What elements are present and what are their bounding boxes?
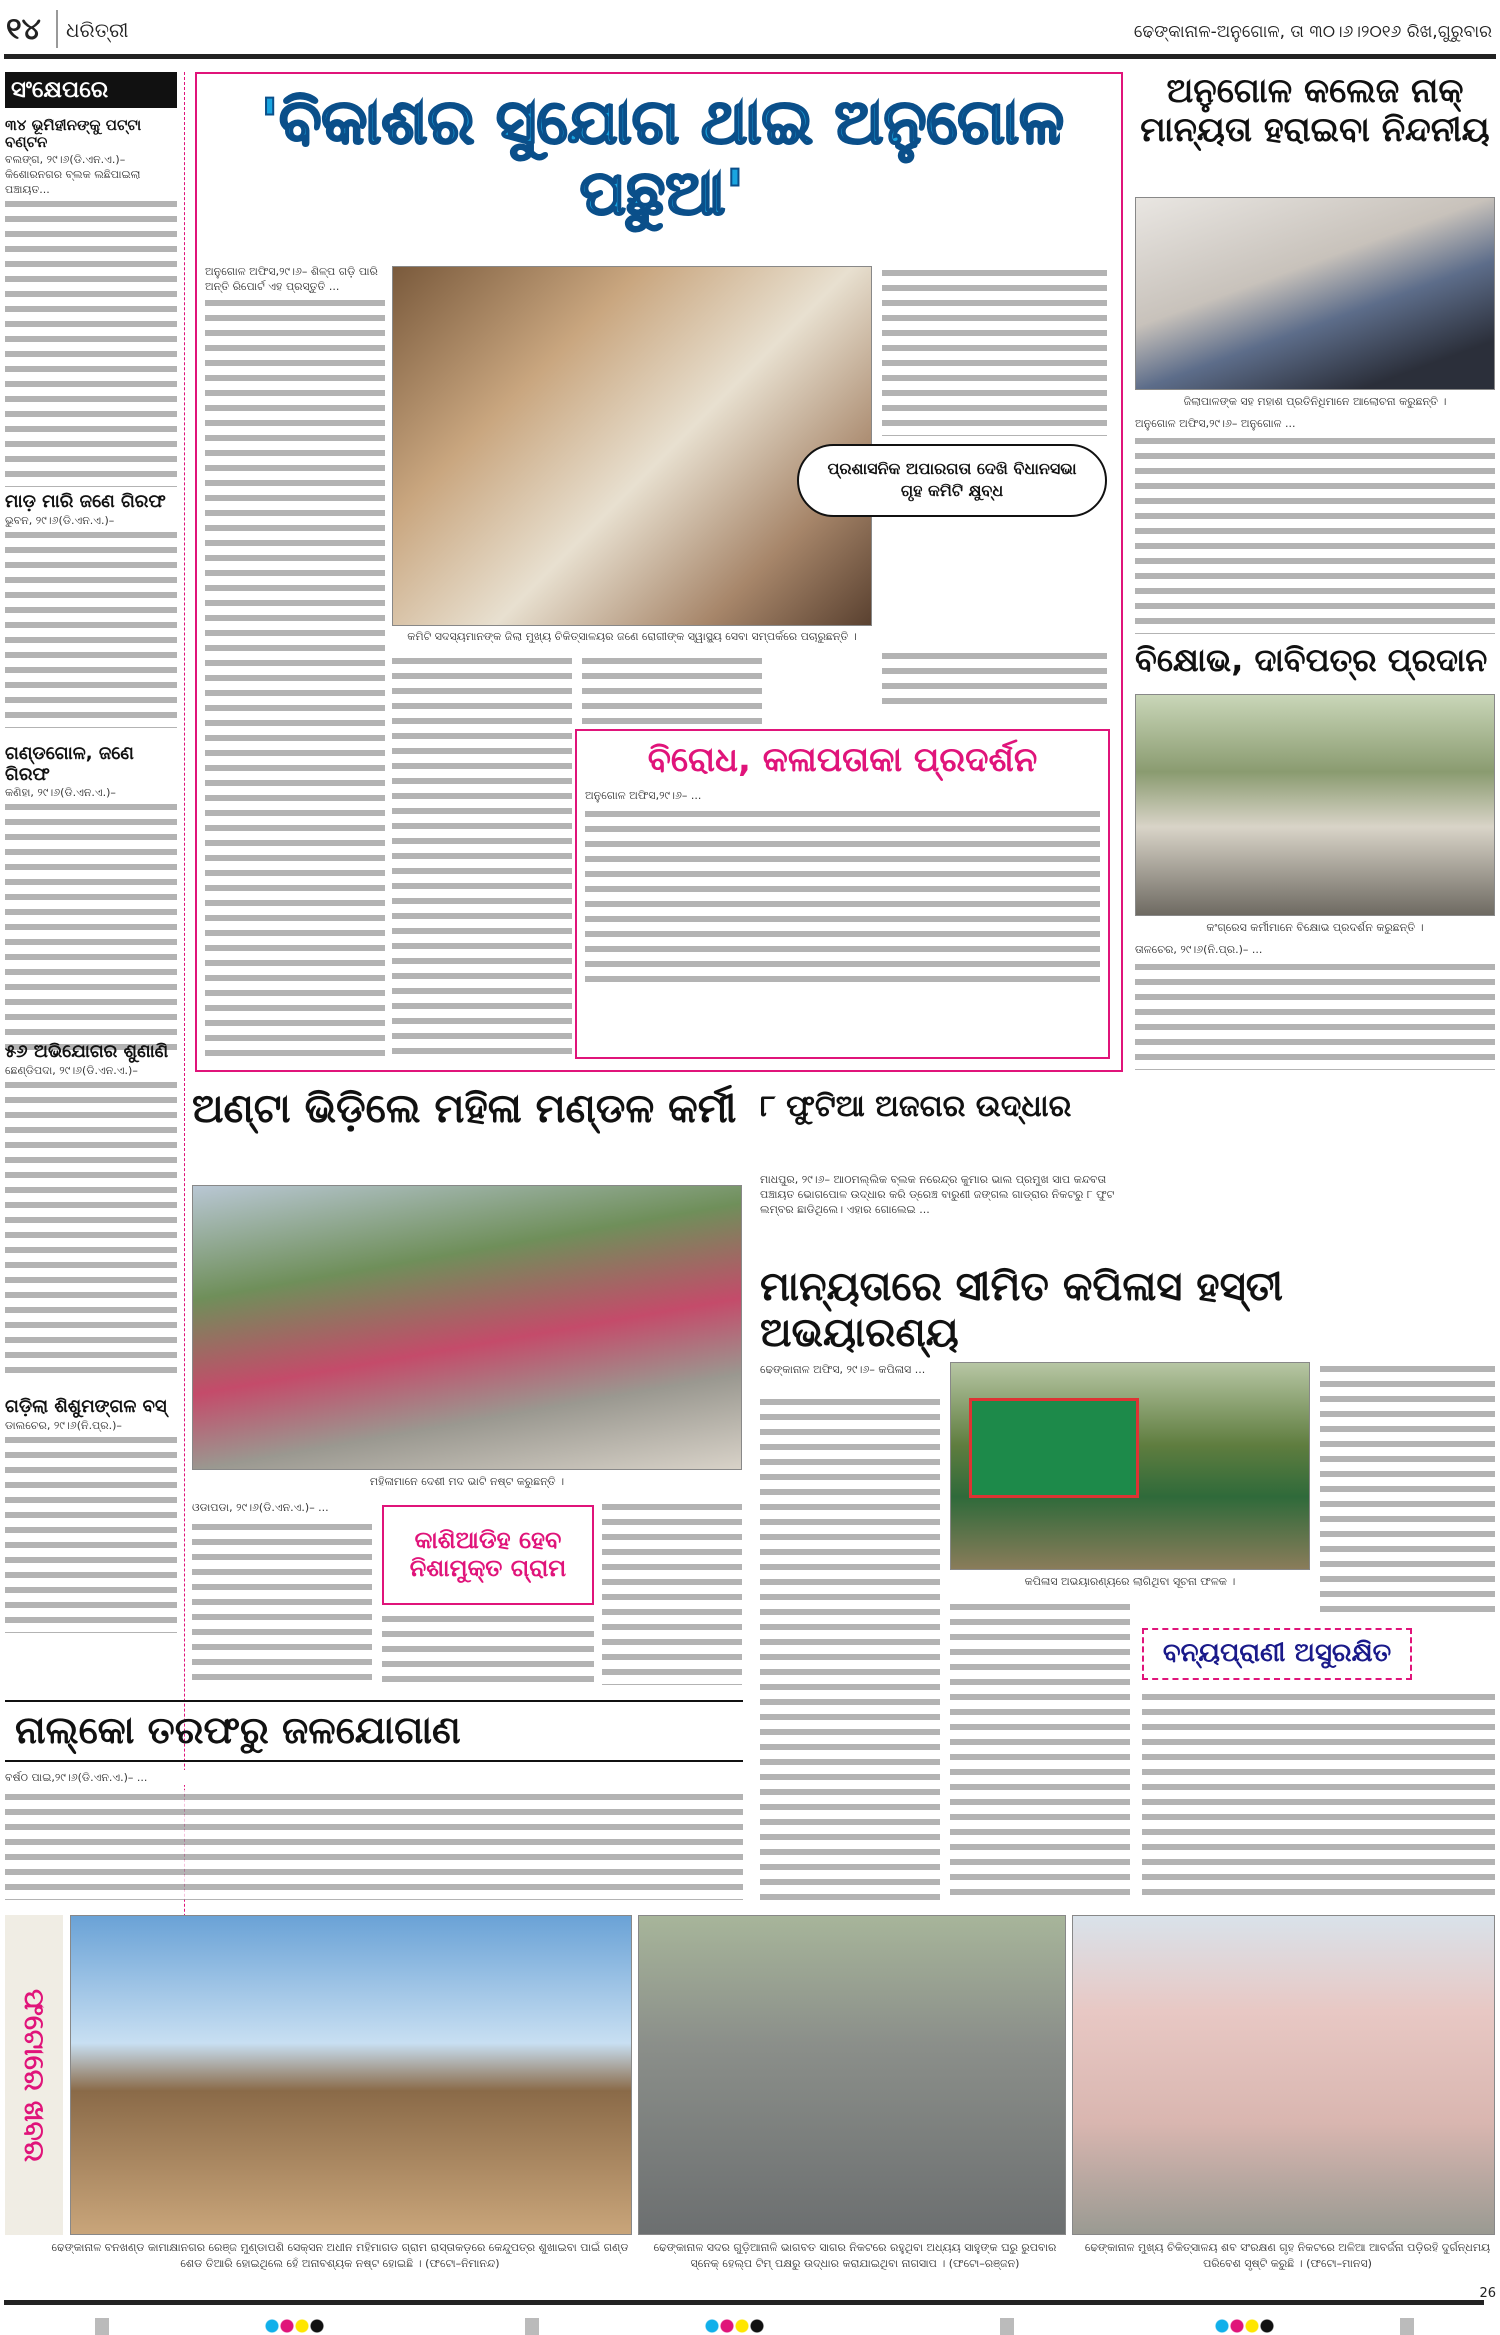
page-number: ୧୪ [6,12,41,47]
sub-lead: ଅନୁଗୋଳ ଅଫିସ,୨୯।୬– ... [585,788,1100,803]
main-photo [392,266,872,626]
python-headline: ୮ ଫୁଟିଆ ଅଜଗର ଉଦ୍ଧାର [760,1089,1072,1124]
women-body-col1 [192,1520,372,1685]
kapilash-headline: ମାନ୍ୟତାରେ ସୀମିତ କପିଳାସ ହସ୍ତୀ ଅଭୟାରଣ୍ୟ [760,1264,1283,1356]
brief-headline: ଗଣ୍ଡଗୋଳ, ଜଣେ ଗିରଫ [5,743,134,785]
brief-body [5,197,177,487]
registration-marks [0,2318,1500,2335]
callout-text: ପ୍ରଶାସନିକ ଅପାରଗତା ଦେଖି ବିଧାନସଭା ଗୃହ କମିଟି କ୍ଷୁବ୍ଧ [827,459,1077,501]
main-body-col4-top [882,266,1107,436]
women-headline: ଅଣ୍ଟା ଭିଡ଼ିଲେ ମହିଳା ମଣ୍ଡଳ କର୍ମୀ [192,1086,737,1132]
main-body-col2 [392,654,572,1054]
kapilash-lead: ଢେଙ୍କାନାଳ ଅଫିସ, ୨୯।୬– କପିଳାସ ... [760,1362,940,1377]
main-body-col3 [582,654,762,724]
college-photo-caption: ଜିଲାପାଳଙ୍କ ସହ ମହାଶ ପ୍ରତିନିଧିମାନେ ଆଲୋଚନା କରୁଛନ୍ତି । [1183,395,1447,408]
college-headline: ଅନୁଗୋଳ କଲେଜ ନାକ୍ ମାନ୍ୟତା ହରାଇବା ନିନ୍ଦନୀୟ [1140,71,1490,151]
women-photo-caption: ମହିଳାମାନେ ଦେଶୀ ମଦ ଭାଟି ନଷ୍ଟ କରୁଛନ୍ତି । [369,1475,565,1488]
photo-news-caption-1: ଢେଙ୍କାନାଳ ବନଖଣ୍ଡ କାମାକ୍ଷାନଗର ରେଞ୍ଜ ମୁଣ୍ଡାପଶି ସେକ୍ସନ ଅଧୀନ ମହିମାଗଡ ଗ୍ରାମ ରାସ୍ତାକଡ଼ରେ କେନ୍ଦୁପତ୍ର ଶୁଖାଇବା ପାଇଁ ଗଣ୍ଡ ଶେଡ ତିଆରି ହୋଇଥିଲେ ହେଁ ଅନାବଶ୍ୟକ ନଷ୍ଟ ହୋଇଛି । (ଫଟୋ–ନିମାନନ୍ଦ) [51,2241,629,2270]
sub-story-box [575,729,1110,1059]
main-lead: ଅନୁଗୋଳ ଅଫିସ,୨୯।୬– ଶିଳ୍ପ ଗଡ଼ି ପାରି ଅନ୍ତି ରିପୋର୍ଟ ଏହ ପ୍ରସ୍ତୁତି ... [205,264,385,294]
main-headline: 'ବିକାଶର ସୁଯୋଗ ଥାଇ ଅନୁଗୋଳ ପଛୁଆ' [260,85,1064,230]
protest-body [1135,960,1495,1070]
sanctuary-sign [969,1398,1139,1498]
brief-item [5,744,177,1050]
main-photo-caption: କମିଟି ସଦସ୍ୟମାନଙ୍କ ଜିଲା ମୁଖ୍ୟ ଚିକିତ୍ସାଳୟର ଜଣେ ରୋଗୀଙ୍କ ସ୍ୱାସ୍ଥ୍ୟ ସେବା ସମ୍ପର୍କରେ ପଚାରୁଛନ୍ତି । [407,630,857,643]
photo-news-caption-2: ଢେଙ୍କାନାଳ ସଦର ଗୁଡ଼ିଆନାଳି ଭାଗବତ ସାଗର ନିକଟରେ ରହୁଥିବା ଅଧ୍ୟୟ ସାହୁଙ୍କ ଘରୁ ରୁପବାର ସ୍ନେକ୍ ହେଲ୍ପ ଟିମ୍ ପକ୍ଷରୁ ଉଦ୍ଧାର କରାଯାଇଥିବା ନାଗସାପ । (ଫଟୋ–ରଞ୍ଜନ) [653,2241,1057,2270]
photo-news-image-2 [638,1915,1066,2235]
main-story-box [195,72,1123,1072]
main-body-col4-bottom [882,649,1107,709]
photo-news-image-3 [1072,1915,1495,2235]
women-lead: ଓଡାପଡା, ୨୯।୬(ଡି.ଏନ.ଏ.)– ... [192,1500,372,1515]
python-lead: ମାଧପୁର, ୨୯।୬– ଆଠମଲ୍ଲିକ ବ୍ଲକ ନରେନ୍ଦ୍ର କୁମାର ଭାଲ ପ୍ରମୁଖ ସାପ କନ୍ଦବତା ପଞ୍ଚାୟତ ଭୋଗପୋଳ ଉଦ୍ଧାର କରି ଡ୍ରେଞ୍ଚ ବାରୁଣୀ ଜଙ୍ଗଲ ଗାଡ୍ରାର ନିକଟରୁ ୮ ଫୁଟ ଲମ୍ବର ଛାଡିଥିଲେ। ଏହାର ଗୋଲେଇ ... [760,1172,1120,1260]
brief-headline: ୫୬ ଅଭିଯୋଗର ଶୁଣାଣି [5,1041,169,1062]
section-name: ଧରିତ୍ରୀ [66,18,129,42]
dateline: ଢେଙ୍କାନାଳ-ଅନୁଗୋଳ, ତା ୩୦।୬।୨୦୧୬ ରିଖ,ଗୁରୁବାର [1133,22,1492,42]
photo-news-label: ଫଟୋରେ ଖବର [18,1988,52,2162]
brief-lead: ଛେଣ୍ଡିପଦା, ୨୯।୬(ଡି.ଏନ.ଏ.)– [5,1063,177,1078]
brief-lead: ଭୁବନ, ୨୯।୬(ଡି.ଏନ.ଏ.)– [5,513,177,528]
right-column [1135,72,1495,1072]
kapilash-photo [950,1362,1310,1570]
protest-photo [1135,694,1495,916]
kapilash-body-col3 [1320,1362,1495,1615]
nalco-headline: ନାଲ୍କୋ ତରଫରୁ ଜଳଯୋଗାଣ [15,1708,461,1753]
brief-lead: ବଲଙ୍ଗ, ୨୯।୬(ଡି.ଏନ.ଏ.)– କିଶୋରନଗର ବ୍ଲକ ଲଛିପାଇଲା ପଞ୍ଚାୟତ... [5,152,177,197]
kapilash-body-col1 [760,1395,940,1900]
college-photo [1135,197,1495,390]
women-photo [192,1185,742,1470]
protest-lead: ତାଳଚେର, ୨୯।୬(ନି.ପ୍ର.)– ... [1135,942,1495,957]
brief-item [5,492,177,728]
protest-photo-caption: କଂଗ୍ରେସ କର୍ମୀମାନେ ବିକ୍ଷୋଭ ପ୍ରଦର୍ଶନ କରୁଛନ୍ତି । [1206,921,1424,934]
sub-body [585,807,1100,987]
wildlife-box [1142,1628,1412,1680]
divider [56,10,58,48]
women-callout-box [382,1505,594,1605]
brief-body [5,800,177,1050]
footer-rule [4,2300,1484,2305]
header-rule [4,54,1496,59]
kapilash-photo-caption: କପିଳାସ ଅଭୟାରଣ୍ୟରେ ଲାଗିଥିବା ସୂଚନା ଫଳକ । [1024,1575,1236,1588]
brief-headline: ଗଡ଼ିଲା ଶିଶୁମଙ୍ଗଳ ବସ୍ [5,1396,167,1417]
brief-lead: ଡାଲଚେର, ୨୯।୬(ନି.ପ୍ର.)– [5,1418,177,1433]
nalco-lead: ବର୍ଷଠ ପାଇ,୨୯।୬(ଡି.ଏନ.ଏ.)– ... [5,1770,743,1785]
photo-news-caption-3: ଢେଙ୍କାନାଳ ମୁଖ୍ୟ ଚିକିତ୍ସାଳୟ ଶବ ସଂରକ୍ଷଣ ଗୃହ ନିକଟରେ ଅଳିଆ ଆବର୍ଜନା ପଡ଼ିରହି ଦୁର୍ଗନ୍ଧମୟ ପରିବେଶ ସୃଷ୍ଟି କରୁଛି । (ଫଟୋ–ମାନସ) [1084,2241,1491,2270]
brief-headline: ୩୪ ଭୂମିହୀନଙ୍କୁ ପଟ୍ଟା ବଣ୍ଟନ [5,116,142,152]
brief-body [5,1078,177,1378]
brief-body [5,1433,177,1633]
nalco-body [5,1790,743,1900]
footer-page-number: 26 [1479,2286,1496,2301]
protest-headline: ବିକ୍ଷୋଭ, ଦାବିପତ୍ର ପ୍ରଦାନ [1135,641,1488,679]
photo-news-image-1 [70,1915,632,2235]
college-body [1135,434,1495,634]
sidebar-title: ସଂକ୍ଷେପରେ [5,72,177,108]
nalco-headline-box [5,1700,743,1762]
women-body-col2 [382,1612,594,1685]
brief-item [5,117,177,487]
sub-headline: ବିରୋଧ, କଳାପତାକା ପ୍ରଦର୍ଶନ [647,740,1038,780]
brief-body [5,528,177,728]
brief-lead: କଣିହା, ୨୯।୬(ଡି.ଏନ.ଏ.)– [5,785,177,800]
main-body-col1 [205,296,385,1056]
women-body-col3 [602,1500,742,1685]
brief-item [5,1042,177,1378]
women-callout-text: କାଶିଆଡିହ ହେବ ନିଶାମୁକ୍ତ ଗ୍ରାମ [409,1526,567,1582]
kapilash-body-col2 [950,1600,1130,1900]
wildlife-headline: ବନ୍ୟପ୍ରାଣୀ ଅସୁରକ୍ଷିତ [1162,1638,1392,1669]
photo-news-label-box [5,1915,63,2235]
callout-bubble [797,444,1107,517]
college-lead: ଅନୁଗୋଳ ଅଫିସ,୨୯।୬– ଅନୁଗୋଳ ... [1135,416,1495,431]
wildlife-body [1142,1690,1495,1900]
brief-headline: ମାଡ଼ ମାରି ଜଣେ ଗିରଫ [5,491,166,512]
brief-item [5,1397,177,1633]
